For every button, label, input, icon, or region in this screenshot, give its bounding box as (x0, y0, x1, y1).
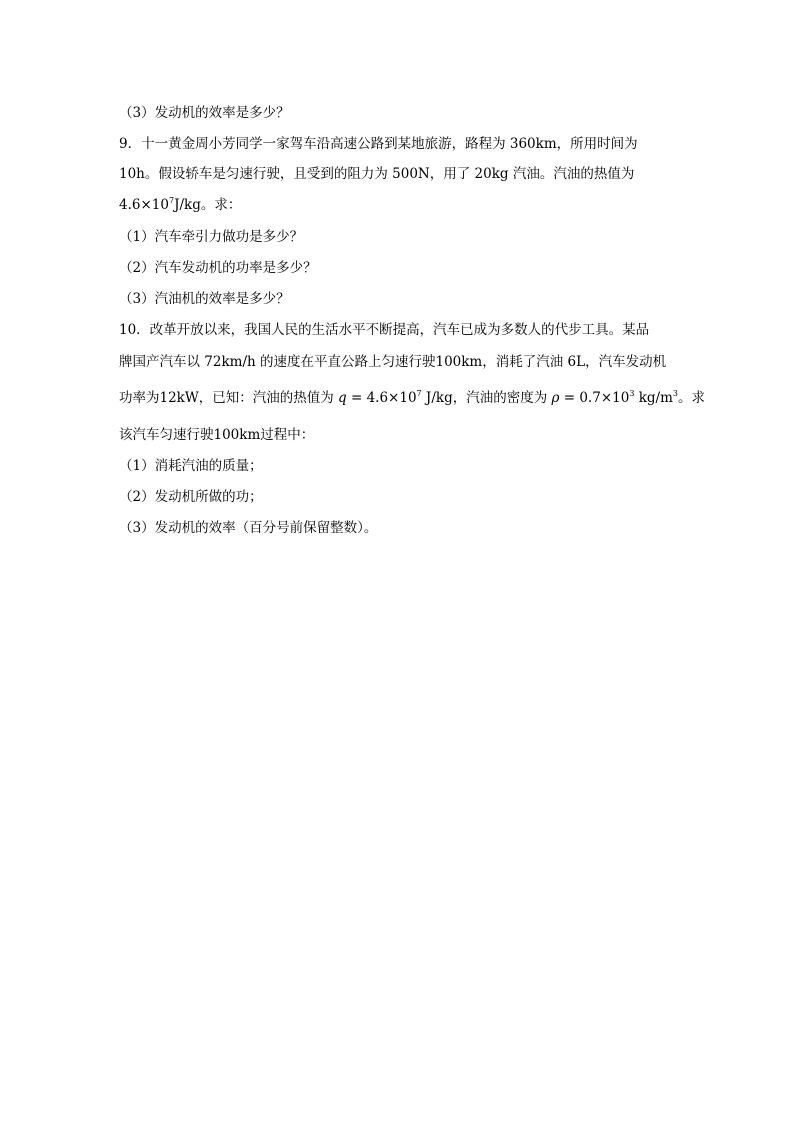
q9-unit-text: J/kg。求： (174, 197, 242, 213)
question-10-part-2: （2）发动机所做的功； (119, 489, 263, 505)
q10-text-f: 。求 (677, 390, 705, 406)
q10-text-b: = 4.6×10 (346, 390, 417, 406)
q10-exponent-1: 7 (416, 389, 422, 398)
question-8-part-3: （3）发动机的效率是多少？ (119, 105, 290, 121)
q10-symbol-q: q (338, 390, 347, 406)
question-9-part-3: （3）汽油机的效率是多少？ (119, 291, 290, 307)
q10-exponent-3: 3 (672, 389, 678, 398)
question-9-line-3 (119, 196, 241, 214)
question-10-line-1: 10．改革开放以来，我国人民的生活水平不断提高，汽车已成为多数人的代步工具。某品 (119, 322, 650, 338)
question-10-part-1: （1）消耗汽油的质量； (119, 458, 263, 474)
question-9-line-1: 9．十一黄金周小芳同学一家驾车沿高速公路到某地旅游，路程为 360km，所用时间为 (119, 136, 638, 152)
question-9-part-2: （2）汽车发动机的功率是多少？ (119, 260, 317, 276)
question-10-line-2: 牌国产汽车以 72km/h 的速度在平直公路上匀速行驶100km，消耗了汽油 6L，汽车发动机 (119, 354, 667, 370)
q10-symbol-rho: ρ (551, 390, 560, 406)
q10-exponent-2: 3 (629, 389, 635, 398)
q10-text-c: J/kg，汽油的密度为 (421, 390, 552, 406)
question-10-line-3 (119, 389, 705, 407)
q10-text-e: kg/m (634, 390, 673, 406)
question-9-part-1: （1）汽车牵引力做功是多少？ (119, 229, 304, 245)
q9-exponent: 7 (168, 196, 175, 205)
q10-text-a: 功率为12kW，已知：汽油的热值为 (119, 390, 339, 406)
question-9-line-2: 10h。假设轿车是匀速行驶，且受到的阻力为 500N，用了 20kg 汽油。汽油的热值为 (119, 166, 635, 182)
q9-heat-value: 4.6×10 (119, 197, 169, 213)
q10-text-d: = 0.7×10 (559, 390, 630, 406)
question-10-part-3: （3）发动机的效率（百分号前保留整数）。 (119, 520, 378, 536)
question-10-line-4: 该汽车匀速行驶100km过程中： (119, 427, 315, 443)
